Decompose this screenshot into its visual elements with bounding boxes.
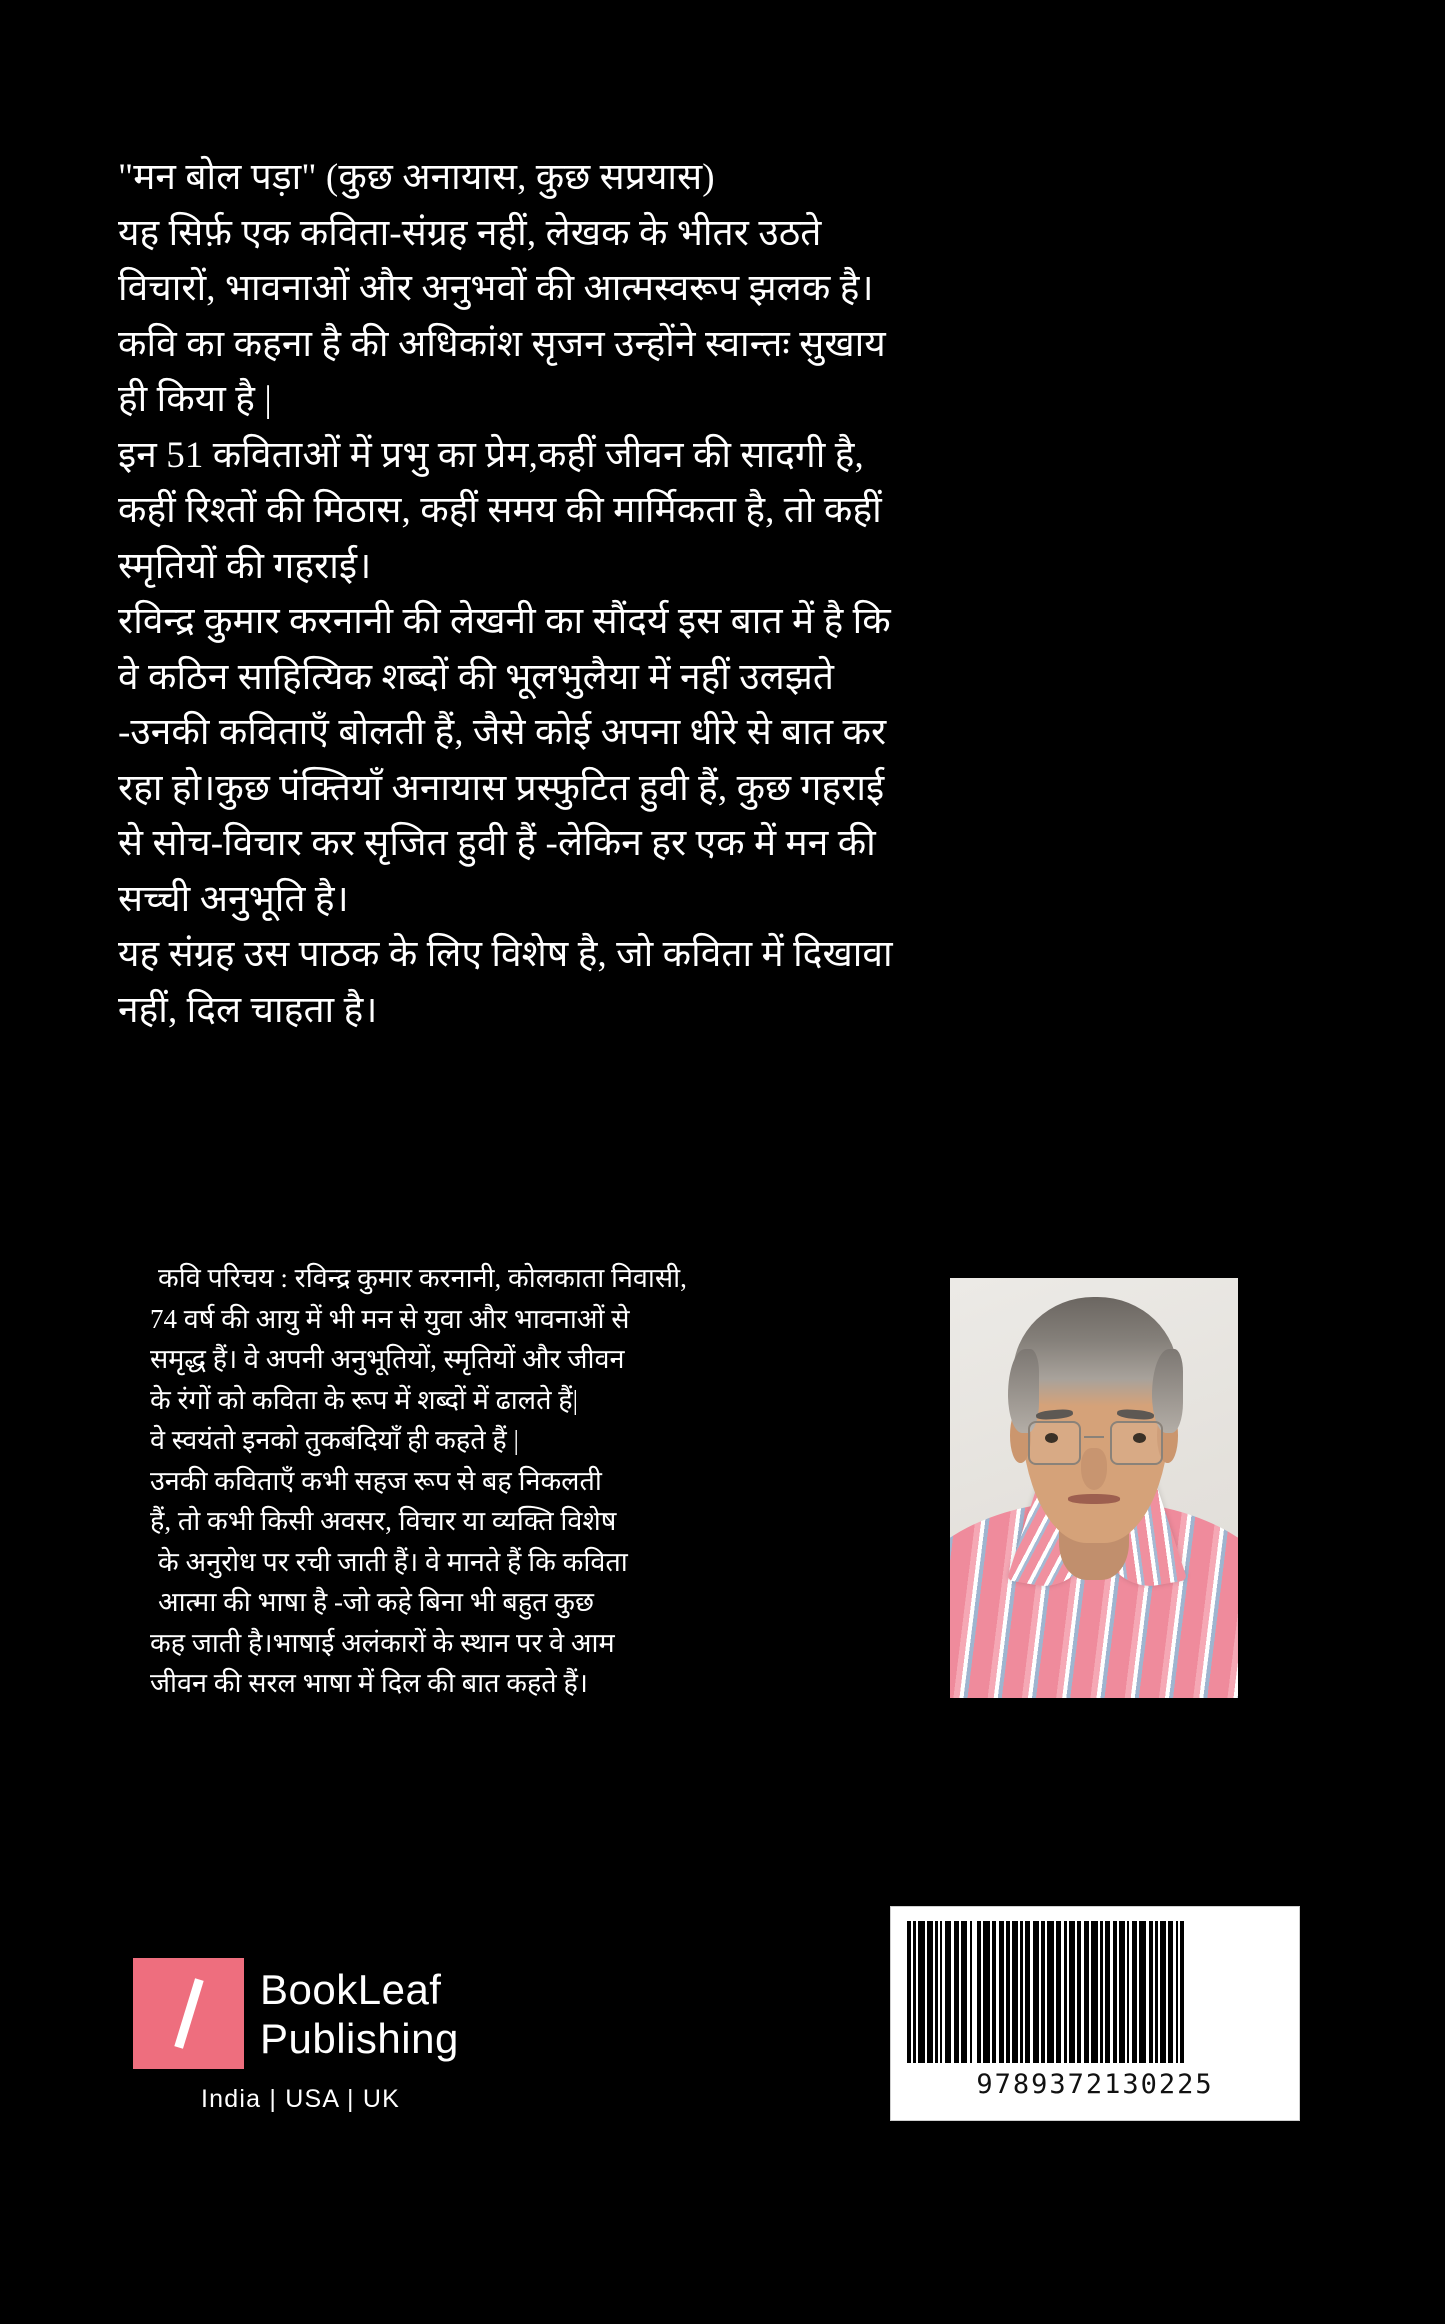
blurb-line: रहा हो।कुछ पंक्तियाँ अनायास प्रस्फुटित हुवी हैं, कुछ गहराई [118, 767, 885, 809]
portrait-mouth [1068, 1494, 1120, 1503]
blurb-line: रविन्द्र कुमार करनानी की लेखनी का सौंदर्य इस बात में है कि [118, 601, 891, 642]
isbn-number: 9789372130225 [976, 2069, 1214, 2100]
blurb-line: सच्ची अनुभूति है। [118, 878, 349, 920]
publisher-name-line2: Publishing [260, 2014, 459, 2062]
blurb-line: नहीं, दिल चाहता है। [118, 989, 378, 1031]
bio-line: कह जाती है।भाषाई अलंकारों के स्थान पर वे आम [150, 1627, 615, 1658]
bio-line: समृद्ध हैं। वे अपनी अनुभूतियों, स्मृतियों और जीवन [150, 1344, 625, 1374]
publisher-name-line1: BookLeaf [260, 1965, 442, 2013]
blurb-line: यह संग्रह उस पाठक के लिए विशेष है, जो कविता में दिखावा [118, 934, 893, 975]
blurb-line: से सोच-विचार कर सृजित हुवी हैं -लेकिन हर एक में मन की [118, 823, 876, 864]
bio-line: उनकी कविताएँ कभी सहज रूप से बह निकलती [150, 1465, 602, 1496]
blurb-line: ही किया है | [118, 379, 272, 420]
isbn-barcode [890, 1906, 1300, 2121]
barcode-bar [1047, 1921, 1054, 2063]
blurb-line: स्मृतियों की गहराई। [118, 545, 372, 587]
barcode-bar [1139, 1921, 1146, 2063]
portrait-illustration [950, 1278, 1238, 1698]
portrait-nose [1081, 1448, 1107, 1490]
blurb-line: -उनकी कविताएँ बोलती हैं, जैसे कोई अपना धीरे से बात कर [118, 712, 887, 753]
barcode-gap [1184, 1921, 1187, 2063]
barcode-bar [1091, 1921, 1098, 2063]
publisher-regions: India | USA | UK [201, 2085, 400, 2113]
author-bio-section [150, 1258, 1290, 1704]
bio-line: वे स्वयंतो इनको तुकबंदियाँ ही कहते हैं | [150, 1425, 519, 1455]
bio-line: जीवन की सरल भाषा में दिल की बात कहते हैं। [150, 1668, 589, 1698]
bio-line: कवि परिचय : रविन्द्र कुमार करनानी, कोलकाता निवासी, [158, 1263, 687, 1293]
bio-line: के अनुरोध पर रची जाती हैं। वे मानते हैं कि कविता [158, 1546, 628, 1577]
bio-line: के रंगों को कविता के रूप में शब्दों में ढालते हैं| [150, 1384, 578, 1415]
barcode-bar [983, 1921, 990, 2063]
bookleaf-slash-icon [133, 1958, 244, 2069]
publisher-logo-row [133, 1958, 513, 2069]
portrait-spectacle-left [1028, 1421, 1081, 1465]
barcode-bars [907, 1921, 1283, 2063]
blurb-line: कहीं रिश्तों की मिठास, कहीं समय की मार्मिकता है, तो कहीं [118, 490, 882, 531]
bio-line: हैं, तो कभी किसी अवसर, विचार या व्यक्ति विशेष [150, 1506, 617, 1536]
blurb-line: "मन बोल पड़ा" (कुछ अनायास, कुछ सप्रयास) [118, 157, 715, 198]
publisher-logo-block [133, 1958, 513, 2114]
blurb-line: यह सिर्फ़ एक कविता-संग्रह नहीं, लेखक के भीतर उठते [118, 212, 822, 254]
portrait-spectacle-bridge [1084, 1436, 1104, 1438]
publisher-name [260, 1965, 459, 2063]
bio-line: आत्मा की भाषा है -जो कहे बिना भी बहुत कुछ [158, 1587, 594, 1617]
bio-line: 74 वर्ष की आयु में भी मन से युवा और भावनाओं से [150, 1303, 630, 1334]
blurb-line: विचारों, भावनाओं और अनुभवों की आत्मस्वरूप झलक है। [118, 268, 874, 309]
blurb-line: इन 51 कविताओं में प्रभु का प्रेम,कहीं जीवन की सादगी है, [118, 434, 864, 476]
slash-glyph [174, 1978, 203, 2049]
author-photo [950, 1278, 1238, 1698]
blurb-line: वे कठिन साहित्यिक शब्दों की भूलभुलैया में नहीं उलझते [118, 656, 835, 698]
blurb-line: कवि का कहना है की अधिकांश सृजन उन्होंने स्वान्तः सुखाय [118, 323, 886, 365]
barcode-bar [918, 1921, 925, 2063]
book-blurb [118, 150, 918, 1038]
